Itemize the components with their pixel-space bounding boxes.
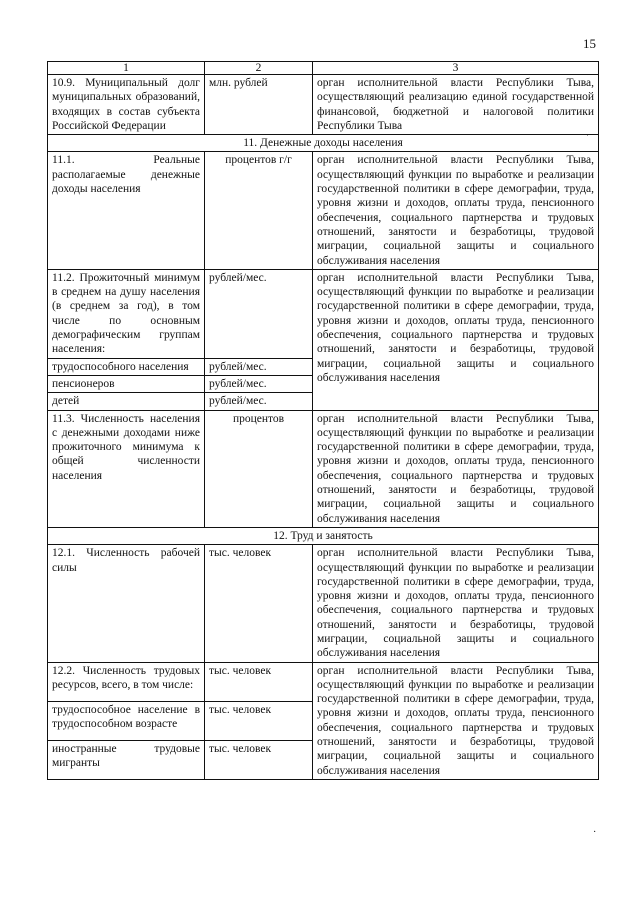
- table-row: [48, 75, 599, 135]
- indicator-name: 12.2. Численность трудовых ресурсов, всего, в том числе:: [48, 662, 205, 701]
- indicator-subname: детей: [48, 393, 205, 410]
- table-row: [48, 269, 599, 358]
- responsible-organ: орган исполнительной власти Республики Тыва, осуществляющий реализацию единой государственной финансовой, бюджетной и налоговой политики Республики Тыва: [313, 75, 599, 135]
- indicator-name: 11.2. Прожиточный минимум в среднем на душу населения (в среднем за год), в том числе по основным демографическим группам населения:: [48, 269, 205, 358]
- section-title: 12. Труд и занятость: [48, 527, 599, 544]
- indicator-subname: пенсионеров: [48, 375, 205, 392]
- section-row: [48, 527, 599, 544]
- table-row: [48, 662, 599, 701]
- section-row: [48, 135, 599, 152]
- indicator-name: 11.1. Реальные располагаемые денежные доходы населения: [48, 152, 205, 269]
- table-row: [48, 152, 599, 269]
- scan-speck: ·: [593, 827, 597, 838]
- indicator-name: 12.1. Численность рабочей силы: [48, 545, 205, 662]
- page-number: 15: [583, 36, 596, 51]
- column-header: 2: [205, 62, 313, 75]
- table-header-row: [48, 62, 599, 75]
- indicator-unit: млн. рублей: [205, 75, 313, 135]
- indicator-subname: трудоспособное население в трудоспособном возрасте: [48, 701, 205, 740]
- table-row: [48, 410, 599, 527]
- table-row: [48, 545, 599, 662]
- indicator-subname: иностранные трудовые мигранты: [48, 740, 205, 779]
- indicator-unit: процентов: [205, 410, 313, 527]
- column-header: 1: [48, 62, 205, 75]
- indicator-unit: рублей/мес.: [205, 269, 313, 358]
- indicator-unit: рублей/мес.: [205, 375, 313, 392]
- indicator-unit: рублей/мес.: [205, 358, 313, 375]
- responsible-organ: орган исполнительной власти Республики Тыва, осуществляющий функции по выработке и реализации государственной политики в сфере демографии, труда, уровня жизни и доходов, оплаты труда, пенсионного обеспечения, социального партнерства и трудовых отношений, занятости и безработицы, трудовой миграции, социальной защиты и социального обслуживания населения: [313, 152, 599, 269]
- column-header: 3: [313, 62, 599, 75]
- indicator-name: 10.9. Муниципальный долг муниципальных образований, входящих в состав субъекта Российской Федерации: [48, 75, 205, 135]
- indicator-unit: тыс. человек: [205, 701, 313, 740]
- indicator-unit: тыс. человек: [205, 662, 313, 701]
- indicators-table: [47, 61, 599, 780]
- responsible-organ: орган исполнительной власти Республики Тыва, осуществляющий функции по выработке и реализации государственной политики в сфере демографии, труда, уровня жизни и доходов, оплаты труда, пенсионного обеспечения, социального партнерства и трудовых отношений, занятости и безработицы, трудовой миграции, социальной защиты и социального обслуживания населения: [313, 662, 599, 779]
- responsible-organ: орган исполнительной власти Республики Тыва, осуществляющий функции по выработке и реализации государственной политики в сфере демографии, труда, уровня жизни и доходов, оплаты труда, пенсионного обеспечения, социального партнерства и трудовых отношений, занятости и безработицы, трудовой миграции, социальной защиты и социального обслуживания населения: [313, 269, 599, 410]
- responsible-organ: орган исполнительной власти Республики Тыва, осуществляющий функции по выработке и реализации государственной политики в сфере демографии, труда, уровня жизни и доходов, оплаты труда, пенсионного обеспечения, социального партнерства и трудовых отношений, занятости и безработицы, трудовой миграции, социальной защиты и социального обслуживания населения: [313, 410, 599, 527]
- scan-speck: ·: [586, 130, 589, 140]
- indicator-unit: рублей/мес.: [205, 393, 313, 410]
- indicator-unit: процентов г/г: [205, 152, 313, 269]
- indicator-unit: тыс. человек: [205, 740, 313, 779]
- indicator-unit: тыс. человек: [205, 545, 313, 662]
- indicator-subname: трудоспособного населения: [48, 358, 205, 375]
- indicator-name: 11.3. Численность населения с денежными доходами ниже прожиточного минимума к общей численности населения: [48, 410, 205, 527]
- section-title: 11. Денежные доходы населения: [48, 135, 599, 152]
- responsible-organ: орган исполнительной власти Республики Тыва, осуществляющий функции по выработке и реализации государственной политики в сфере демографии, труда, уровня жизни и доходов, оплаты труда, пенсионного обеспечения, социального партнерства и трудовых отношений, занятости и безработицы, трудовой миграции, социальной защиты и социального обслуживания населения: [313, 545, 599, 662]
